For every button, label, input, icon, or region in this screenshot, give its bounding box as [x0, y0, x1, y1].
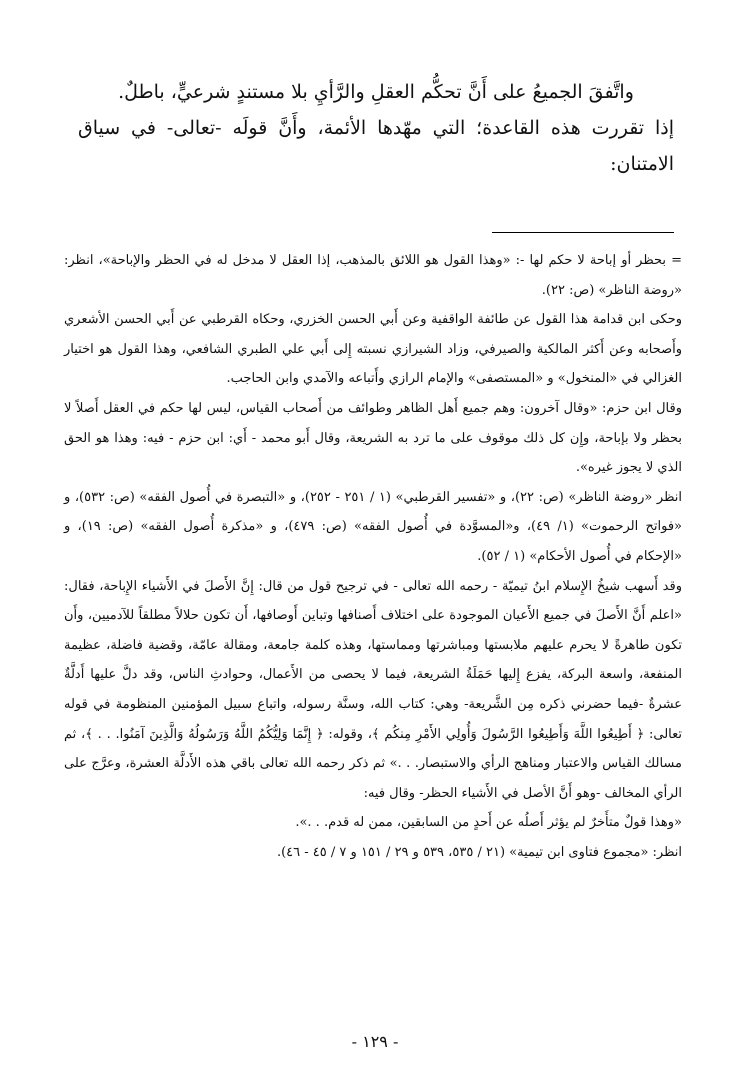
footnote-paragraph-7: انظر: «مجموع فتاوى ابن تيمية» (٢١ / ٥٣٥، ٥٣٩ و ٢٩ / ١٥١ و ٧ / ٤٥ - ٤٦).: [276, 844, 682, 860]
footnote-paragraph-5: وقد أَسهب شيخُ الإِسلام ابنُ تيميّة - رحمه الله تعالى - في ترجيح قول من قال: إِنَّ الأَصلَ في الأَشياء الإِباحة، فقال: «اعلم أَنَّ الأَصلَ في جميع الأَعيان الموجودة على اختلاف أَصنافها وتباين أَوصافها، أَن تكون حلالاً مطلقاً للآدميين، وأَن تكون طاهرةً لا يحرم عليهم ملابستها ومباشرتها ومماستها، وهذه كلمة جامعة، ومقالة عامّة، وقضية فاضلة، عظيمة المنفعة، واسعة البركة، يفزع إِليها حَمَلَةُ الشريعة، فيما لا يحصى من الأَعمال، وحوادثِ الناس، وقد دلَّ عليها أَدلَّةٌ عشرةٌ -فيما حضرني ذكره مِن الشَّريعة- وهي: كتاب الله، وسنَّة رسوله، واتباع سبيل المؤمنين المنظومة في قوله تعالى: ﴿ أَطِيعُوا اللَّهَ وَأَطِيعُوا الرَّسُولَ وَأُولِي الأَمْرِ مِنكُم ﴾، وقوله: ﴿ إِنَّمَا وَلِيُّكُمُ اللَّهُ وَرَسُولُهُ وَالَّذِينَ آمَنُوا. . . ﴾، ثم مسالك القياس والاعتبار ومناهج الرأي والاستبصار. . .» ثم ذكر رحمه الله تعالى باقي هذه الأَدلَّة العشرة، وعرَّج على الرأي المخالف -وهو أَنَّ الأصل في الأَشياء الحظر- وقال فيه:: [64, 578, 682, 801]
footnotes: [64, 246, 682, 867]
main-text: [78, 74, 674, 182]
page-number: - ١٢٩ -: [351, 1032, 399, 1051]
footnote-separator: [492, 232, 674, 233]
footnote-paragraph-1: = بحظر أو إباحة لا حكم لها -: «وهذا القول هو اللائق بالمذهب، إذا العقل لا مدخل له في الحظر والإباحة»، انظر: «روضة الناظر» (ص: ٢٢).: [64, 253, 682, 298]
main-text-paragraph-2: إذا تقررت هذه القاعدة؛ التي مهّدها الأئمة، وأَنَّ قولَه -تعالى- في سياق الامتنان:: [78, 117, 674, 175]
footnote-paragraph-3: وقال ابن حزم: «وقال آخرون: وهم جميع أَهل الظاهر وطوائف من أَصحاب القياس، ليس لها حكم في العقل أَصلاً لا بحظر ولا بإباحة، وإِن كل ذلك موقوف على ما ترد به الشريعة، وقال أَبو محمد - أَي: ابن حزم - فيه: وهذا هو الحق الذي لا يجوز غيره».: [64, 400, 682, 476]
footnote-paragraph-2: وحكى ابن قدامة هذا القول عن طائفة الواقفية وعن أَبي الحسن الخزري، وحكاه القرطبي عن أَبي الحسن الأشعري وأَصحابه وعن أَكثر المالكية والصيرفي، وزاد الشيرازي نسبته إِلى أَبي علي الطبري الشافعي، وهذا القول هو اختيار الغزالي في «المنخول» و «المستصفى» والإمام الرازي وأَتباعه والآمدي وابن الحاجب.: [64, 312, 682, 387]
footnote-paragraph-6: «وهذا قولٌ متأَخرٌ لم يؤثر أَصلُه عن أَحدٍ من السابقين، ممن له قدم. . .».: [295, 815, 682, 831]
main-text-line-1: واتَّفقَ الجميعُ على أَنَّ تحكُّم العقلِ والرَّأيِ بلا مستندٍ شرعيٍّ، باطلٌ.: [118, 81, 634, 103]
footnote-paragraph-4: انظر «روضة الناظر» (ص: ٢٢)، و «تفسير القرطبي» (١ / ٢٥١ - ٢٥٢)، و «التبصرة في أُصول الفقه» (ص: ٥٣٢)، و «فواتح الرحموت» (١/ ٤٩)، و«المسوَّدة في أُصول الفقه» (ص: ٤٧٩)، و «مذكرة أُصول الفقه» (ص: ١٩)، و «الإحكام في أُصول الأحكام» (١ / ٥٢).: [64, 489, 682, 564]
